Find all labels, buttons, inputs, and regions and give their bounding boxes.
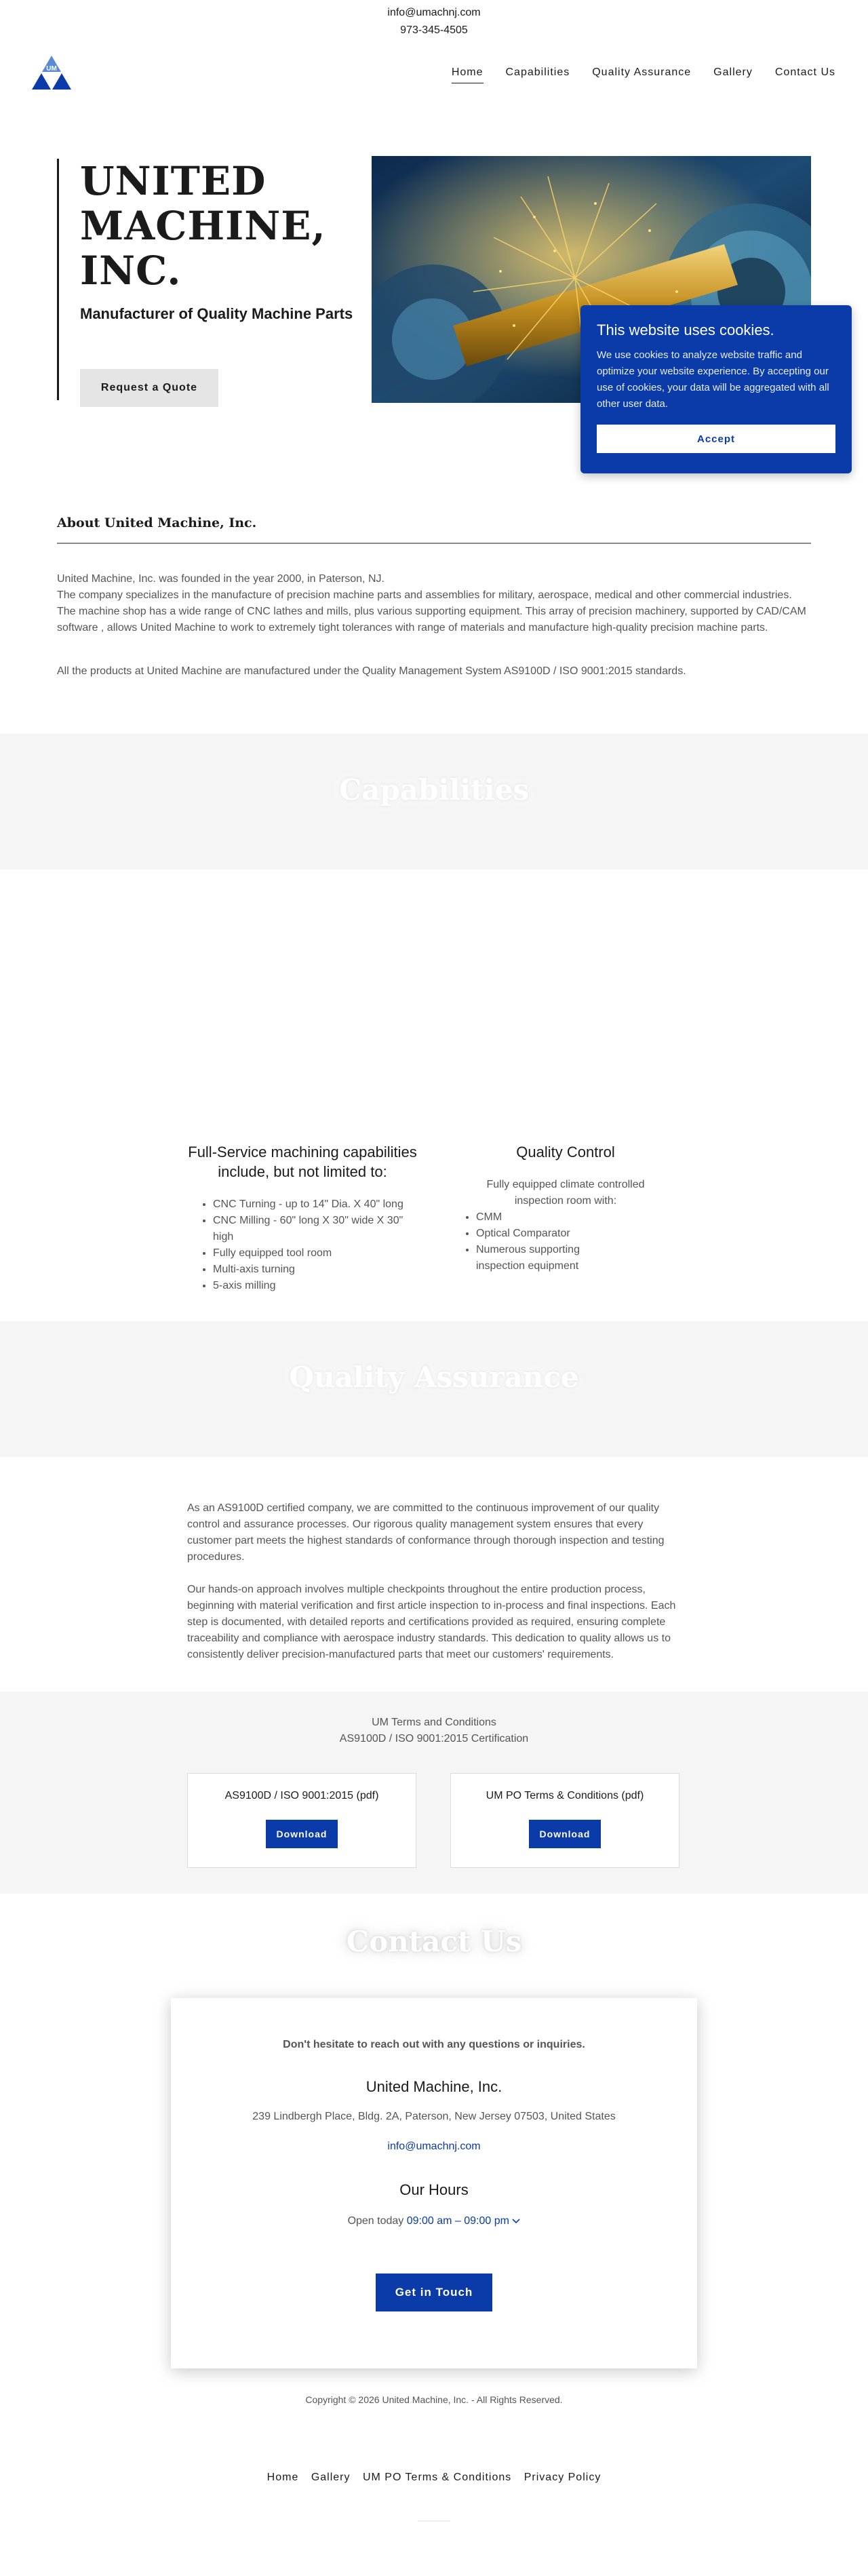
- machining-capabilities-list: [187, 1196, 418, 1294]
- contact-address: 239 Lindbergh Place, Bldg. 2A, Paterson, New Jersey 07503, United States: [252, 2111, 616, 2122]
- main-nav: [429, 66, 835, 83]
- request-quote-button[interactable]: Request a Quote: [80, 369, 218, 407]
- top-email-link[interactable]: info@umachnj.com: [387, 7, 481, 18]
- certification-doc-card: [187, 1773, 416, 1868]
- about-paragraph-4: All the products at United Machine are manufactured under the Quality Management System AS9100D / ISO 9001:2015 standards.: [57, 665, 686, 677]
- po-terms-doc-card: [450, 1773, 679, 1868]
- company-logo[interactable]: [31, 54, 72, 94]
- hours-row: [171, 2215, 697, 2227]
- terms-section: [0, 1692, 868, 1894]
- footer-divider: [418, 2520, 450, 2522]
- list-item: • Optical Comparator: [476, 1226, 586, 1242]
- open-hours-dropdown[interactable]: [407, 2215, 521, 2227]
- footer-link-po-terms[interactable]: UM PO Terms & Conditions: [362, 2472, 512, 2483]
- svg-text:UM: UM: [46, 65, 57, 73]
- download-po-terms-button[interactable]: Download: [529, 1820, 601, 1848]
- footer-link-home[interactable]: Home: [267, 2472, 299, 2483]
- list-item: • CMM: [476, 1209, 586, 1226]
- contact-heading: Contact Us: [346, 1925, 522, 1958]
- quality-assurance-band: [0, 1321, 868, 1457]
- terms-title: [0, 1715, 868, 1747]
- capabilities-heading: Capabilities: [338, 773, 530, 806]
- about-paragraph-2: The company specializes in the manufacture of precision machine parts and assemblies for military, aerospace, medical and other commercial industries.: [57, 589, 792, 601]
- hero-title-line-1: UNITED: [80, 158, 267, 204]
- nav-home[interactable]: Home: [452, 66, 484, 83]
- machining-capabilities-title: Full-Service machining capabilities include, but not limited to:: [188, 1144, 417, 1180]
- capabilities-band: [0, 734, 868, 870]
- site-header: [0, 49, 868, 100]
- hero-title-line-3: INC.: [80, 248, 182, 294]
- hero-subtitle: Manufacturer of Quality Machine Parts: [80, 305, 353, 322]
- terms-title-line-2: AS9100D / ISO 9001:2015 Certification: [339, 1733, 529, 1744]
- quality-control-intro: Fully equipped climate controlled inspection room with:: [486, 1179, 645, 1207]
- list-item: • 5-axis milling: [213, 1278, 418, 1294]
- about-body: [57, 571, 811, 680]
- footer-link-privacy-policy[interactable]: Privacy Policy: [524, 2472, 601, 2483]
- nav-quality-assurance[interactable]: Quality Assurance: [592, 66, 692, 78]
- nav-gallery[interactable]: Gallery: [713, 66, 753, 78]
- quality-paragraph-2: Our hands-on approach involves multiple checkpoints throughout the entire production process, beginning with material verification and first article inspection to in-process and final inspections. Each step is documented, with detailed reports and certifications provided as required, ensuring complete traceability and compliance with aerospace industry standards. This dedication to quality allows us to consistently deliver precision-manufactured parts that meet our customers' requirements.: [187, 1584, 676, 1660]
- cookie-title: This website uses cookies.: [597, 321, 774, 338]
- contact-lead: Don't hesitate to reach out with any questions or inquiries.: [283, 2039, 585, 2050]
- terms-title-line-1: UM Terms and Conditions: [372, 1717, 496, 1728]
- machining-capabilities-column: [187, 1142, 418, 1294]
- quality-control-list: [450, 1209, 586, 1274]
- cookie-accept-button[interactable]: Accept: [597, 425, 835, 453]
- contact-bar: [0, 0, 868, 39]
- cookie-consent-popup: [580, 305, 852, 473]
- hero-text-block: [57, 159, 355, 400]
- copyright: Copyright © 2026 United Machine, Inc. - All Rights Reserved.: [305, 2394, 563, 2405]
- quality-control-title: Quality Control: [516, 1144, 615, 1160]
- about-paragraph-1: United Machine, Inc. was founded in the year 2000, in Paterson, NJ.: [57, 573, 384, 585]
- certification-doc-name: AS9100D / ISO 9001:2015 (pdf): [224, 1790, 379, 1801]
- open-hours-value: 09:00 am – 09:00 pm: [406, 2215, 509, 2227]
- um-triangle-logo-icon: [31, 54, 72, 94]
- open-today-label: Open today: [347, 2215, 404, 2227]
- about-divider: [57, 543, 811, 544]
- quality-paragraph-1: As an AS9100D certified company, we are committed to the continuous improvement of our quality control and assurance processes. Our rigorous quality management system ensures that every customer part meets the highest standards of conformance through thorough inspection and testing procedures.: [187, 1502, 665, 1563]
- download-certification-button[interactable]: Download: [266, 1820, 338, 1848]
- quality-assurance-text: [187, 1500, 681, 1663]
- chevron-down-icon: [512, 2219, 520, 2224]
- about-title: About United Machine, Inc.: [57, 515, 257, 530]
- contact-company-name: United Machine, Inc.: [366, 2078, 502, 2095]
- po-terms-doc-name: UM PO Terms & Conditions (pdf): [486, 1790, 644, 1801]
- hero-title: [80, 159, 355, 293]
- contact-card: [171, 1998, 697, 2368]
- contact-email-link[interactable]: info@umachnj.com: [387, 2141, 481, 2152]
- cookie-body: We use cookies to analyze website traffic and optimize your website experience. By accepting our use of cookies, your data will be aggregated with all other user data.: [597, 349, 829, 410]
- quality-control-column: [450, 1142, 681, 1274]
- nav-contact-us[interactable]: Contact Us: [774, 66, 835, 78]
- footer-link-gallery[interactable]: Gallery: [311, 2472, 351, 2483]
- list-item: • CNC Milling - 60" long X 30" wide X 30" high: [213, 1213, 418, 1245]
- get-in-touch-button[interactable]: Get in Touch: [376, 2273, 492, 2311]
- hours-title: Our Hours: [399, 2181, 469, 2198]
- list-item: • Numerous supporting inspection equipment: [476, 1242, 586, 1274]
- list-item: • Multi-axis turning: [213, 1262, 418, 1278]
- quality-assurance-heading: Quality Assurance: [289, 1361, 579, 1394]
- about-paragraph-3: The machine shop has a wide range of CNC lathes and mills, plus various supporting equipment. This array of precision machinery, supported by CAD/CAM software , allows United Machine to work to extremely tight tolerances with range of materials and manufacture high-quality precision machine parts.: [57, 606, 806, 633]
- nav-capabilities[interactable]: Capabilities: [505, 66, 570, 78]
- hero-title-line-2: MACHINE,: [80, 203, 326, 249]
- list-item: • Fully equipped tool room: [213, 1245, 418, 1262]
- top-phone-link[interactable]: 973-345-4505: [400, 24, 468, 36]
- footer-nav: [0, 2472, 868, 2484]
- list-item: • CNC Turning - up to 14" Dia. X 40" long: [213, 1196, 418, 1213]
